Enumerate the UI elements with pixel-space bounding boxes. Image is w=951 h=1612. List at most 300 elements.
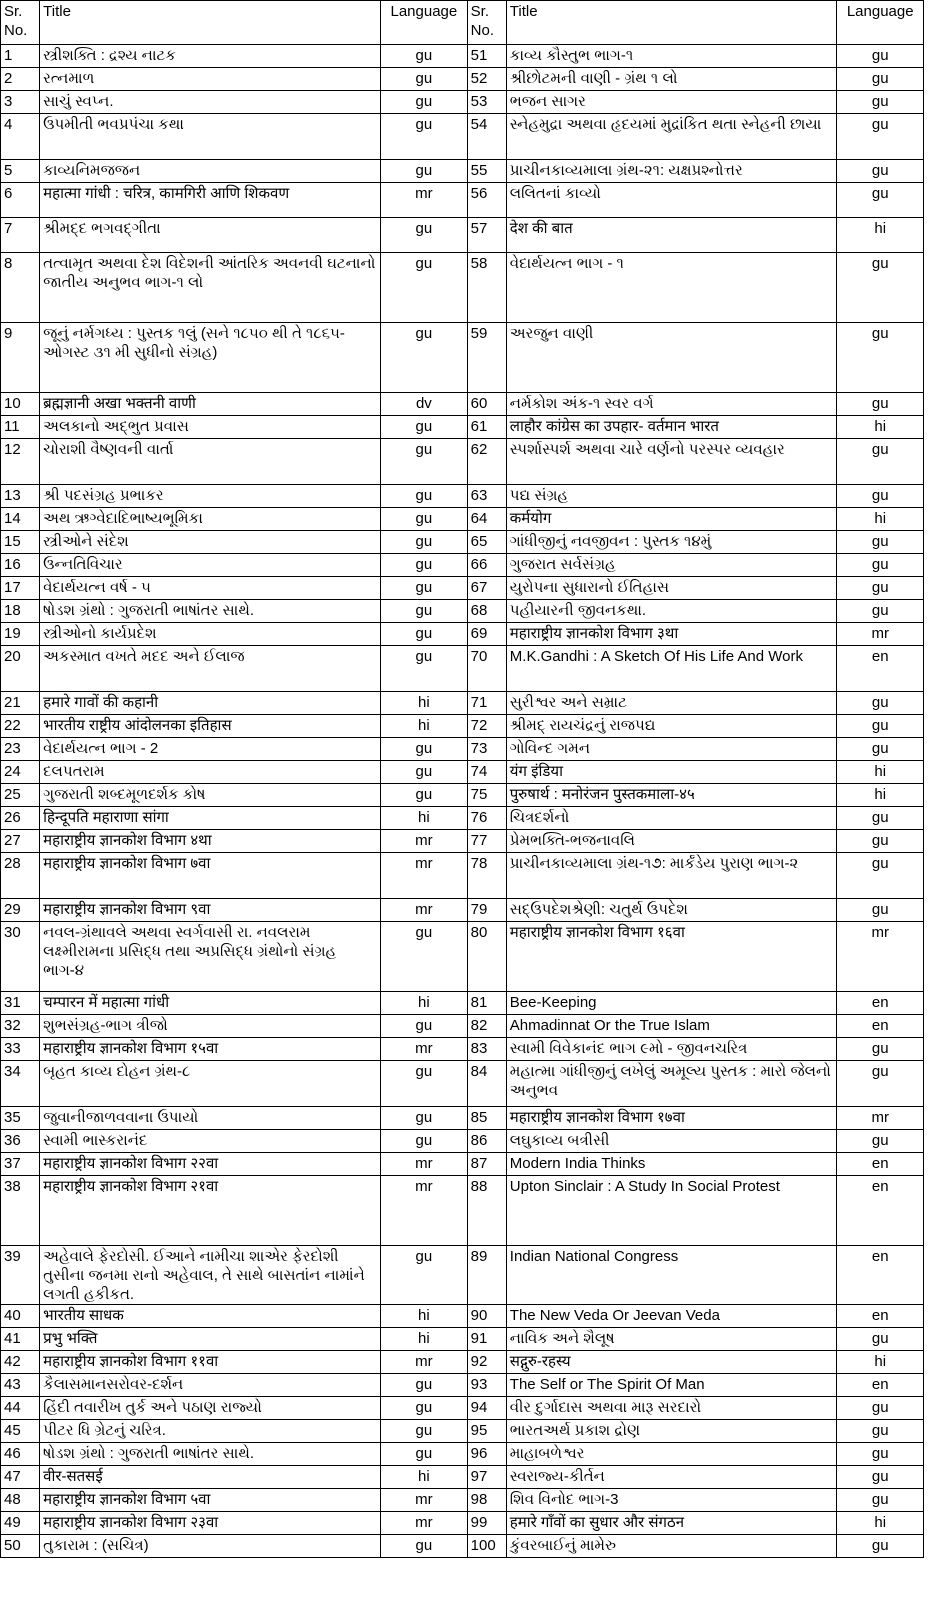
language-cell: gu bbox=[381, 623, 468, 646]
language-cell: gu bbox=[381, 45, 468, 68]
title-cell: ષોડશ ગ્રંથો : ગુજરાતી ભાષાંતર સાથે. bbox=[40, 1443, 381, 1466]
sr-no-cell: 86 bbox=[467, 1130, 506, 1153]
table-row bbox=[1, 992, 924, 1015]
sr-no-cell: 20 bbox=[1, 646, 40, 692]
sr-no-cell: 6 bbox=[1, 183, 40, 218]
sr-no-cell: 49 bbox=[1, 1512, 40, 1535]
language-cell: gu bbox=[381, 416, 468, 439]
title-cell: महाराष्ट्रीय ज्ञानकोश विभाग २२वा bbox=[40, 1153, 381, 1176]
language-cell: gu bbox=[381, 1061, 468, 1107]
language-cell: gu bbox=[381, 218, 468, 253]
table-row bbox=[1, 1512, 924, 1535]
title-cell: વીર દુર્ગાદાસ અથવા મારૂ સરદારો bbox=[506, 1397, 837, 1420]
table-row bbox=[1, 1246, 924, 1305]
language-cell: gu bbox=[381, 1535, 468, 1558]
table-row bbox=[1, 114, 924, 160]
sr-no-cell: 51 bbox=[467, 45, 506, 68]
title-cell: મહાત્મા ગાંધીજીનું લખેલું અમૂલ્ય પુસ્તક : મારો જેલનો અનુભવ bbox=[506, 1061, 837, 1107]
sr-no-cell: 18 bbox=[1, 600, 40, 623]
language-cell: gu bbox=[381, 1374, 468, 1397]
language-cell: gu bbox=[837, 160, 924, 183]
language-cell: gu bbox=[837, 577, 924, 600]
sr-no-cell: 79 bbox=[467, 899, 506, 922]
language-cell: gu bbox=[381, 485, 468, 508]
title-cell: ષોડશ ગ્રંથો : ગુજરાતી ભાષાંતર સાથે. bbox=[40, 600, 381, 623]
language-cell: gu bbox=[837, 1466, 924, 1489]
language-cell: gu bbox=[381, 1443, 468, 1466]
title-cell: પ્રેમભક્તિ-ભજનાવલિ bbox=[506, 830, 837, 853]
title-cell: નાવિક અને શૈલૂષ bbox=[506, 1328, 837, 1351]
language-cell: hi bbox=[381, 715, 468, 738]
language-cell: gu bbox=[837, 114, 924, 160]
title-cell: पुरुषार्थ : मनोरंजन पुस्तकमाला-४५ bbox=[506, 784, 837, 807]
language-cell: hi bbox=[837, 508, 924, 531]
title-cell: The Self or The Spirit Of Man bbox=[506, 1374, 837, 1397]
title-cell: નર્મકોશ અંક-૧ સ્વર વર્ગ bbox=[506, 393, 837, 416]
title-cell: महाराष्ट्रीय ज्ञानकोश विभाग १५वा bbox=[40, 1038, 381, 1061]
title-cell: શ્રીમદ્દ ભગવદ્ગીતા bbox=[40, 218, 381, 253]
language-cell: gu bbox=[381, 531, 468, 554]
sr-no-cell: 25 bbox=[1, 784, 40, 807]
title-cell: પ્રાચીનકાવ્યમાલા ગ્રંથ-૧૭: માર્કંડેય પુરાણ ભાગ-૨ bbox=[506, 853, 837, 899]
language-cell: en bbox=[837, 646, 924, 692]
title-cell: તત્વામૃત અથવા દેશ વિદેશની આંતરિક અવનવી ઘટનાનો જાતીય અનુભવ ભાગ-૧ લો bbox=[40, 253, 381, 323]
sr-no-cell: 53 bbox=[467, 91, 506, 114]
sr-no-cell: 91 bbox=[467, 1328, 506, 1351]
language-cell: hi bbox=[837, 218, 924, 253]
title-cell: અરજુન વાણી bbox=[506, 323, 837, 393]
sr-no-cell: 42 bbox=[1, 1351, 40, 1374]
title-cell: ભજન સાગર bbox=[506, 91, 837, 114]
language-cell: gu bbox=[381, 738, 468, 761]
title-cell: महाराष्ट्रीय ज्ञानकोश विभाग ७वा bbox=[40, 853, 381, 899]
header-sr-no: Sr. No. bbox=[1, 1, 40, 45]
title-cell: देश की बात bbox=[506, 218, 837, 253]
table-row bbox=[1, 1153, 924, 1176]
sr-no-cell: 33 bbox=[1, 1038, 40, 1061]
sr-no-cell: 59 bbox=[467, 323, 506, 393]
title-cell: પહીયારની જીવનકથા. bbox=[506, 600, 837, 623]
sr-no-cell: 39 bbox=[1, 1246, 40, 1305]
header-title: Title bbox=[40, 1, 381, 45]
sr-no-cell: 19 bbox=[1, 623, 40, 646]
sr-no-cell: 45 bbox=[1, 1420, 40, 1443]
sr-no-cell: 12 bbox=[1, 439, 40, 485]
language-cell: en bbox=[837, 1305, 924, 1328]
language-cell: gu bbox=[381, 91, 468, 114]
title-cell: લલિતનાં કાવ્યો bbox=[506, 183, 837, 218]
title-cell: ગાંધીજીનું નવજીવન : પુસ્તક ૧૪મું bbox=[506, 531, 837, 554]
sr-no-cell: 8 bbox=[1, 253, 40, 323]
sr-no-cell: 94 bbox=[467, 1397, 506, 1420]
table-row bbox=[1, 323, 924, 393]
language-cell: gu bbox=[381, 1246, 468, 1305]
sr-no-cell: 70 bbox=[467, 646, 506, 692]
sr-no-cell: 36 bbox=[1, 1130, 40, 1153]
sr-no-cell: 58 bbox=[467, 253, 506, 323]
title-cell: સાચું સ્વપ્ન. bbox=[40, 91, 381, 114]
title-cell: ગુજરાત સર્વસંગ્રહ bbox=[506, 554, 837, 577]
title-cell: કાવ્ય કૌસ્તુભ ભાગ-૧ bbox=[506, 45, 837, 68]
title-cell: શુભસંગ્રહ-ભાગ ત્રીજો bbox=[40, 1015, 381, 1038]
table-row bbox=[1, 784, 924, 807]
title-cell: महाराष्ट्रीय ज्ञानकोश विभाग ९वा bbox=[40, 899, 381, 922]
language-cell: gu bbox=[381, 761, 468, 784]
sr-no-cell: 3 bbox=[1, 91, 40, 114]
sr-no-cell: 41 bbox=[1, 1328, 40, 1351]
title-cell: लाहौर कांग्रेस का उपहार- वर्तमान भारत bbox=[506, 416, 837, 439]
sr-no-cell: 54 bbox=[467, 114, 506, 160]
sr-no-cell: 37 bbox=[1, 1153, 40, 1176]
sr-no-cell: 48 bbox=[1, 1489, 40, 1512]
table-row bbox=[1, 761, 924, 784]
language-cell: mr bbox=[381, 1153, 468, 1176]
language-cell: gu bbox=[381, 600, 468, 623]
title-cell: શ્રીમદ્ રાયચંદ્રનું રાજપદ્ય bbox=[506, 715, 837, 738]
sr-no-cell: 9 bbox=[1, 323, 40, 393]
title-cell: ઉન્નતિવિચાર bbox=[40, 554, 381, 577]
language-cell: gu bbox=[381, 253, 468, 323]
language-cell: hi bbox=[837, 1351, 924, 1374]
sr-no-cell: 1 bbox=[1, 45, 40, 68]
title-cell: જૂનું નર્મગધ્ય : પુસ્તક ૧લું (સને ૧૮૫૦ થી તે ૧૮૬૫-ઓગસ્ટ ૩૧ મી સુધીનો સંગ્રહ) bbox=[40, 323, 381, 393]
sr-no-cell: 26 bbox=[1, 807, 40, 830]
title-cell: અથ ઋગ્વેદાદિભાષ્યભૂમિકા bbox=[40, 508, 381, 531]
language-cell: hi bbox=[837, 784, 924, 807]
language-cell: hi bbox=[381, 1328, 468, 1351]
title-cell: અકસ્માત વખતે મદદ અને ઈલાજ bbox=[40, 646, 381, 692]
language-cell: gu bbox=[837, 393, 924, 416]
title-cell: રત્નમાળ bbox=[40, 68, 381, 91]
sr-no-cell: 16 bbox=[1, 554, 40, 577]
language-cell: gu bbox=[837, 738, 924, 761]
sr-no-cell: 93 bbox=[467, 1374, 506, 1397]
table-row bbox=[1, 1374, 924, 1397]
sr-no-cell: 30 bbox=[1, 922, 40, 992]
title-cell: કાવ્યનિમજજન bbox=[40, 160, 381, 183]
language-cell: en bbox=[837, 1015, 924, 1038]
language-cell: hi bbox=[837, 416, 924, 439]
language-cell: en bbox=[837, 1153, 924, 1176]
language-cell: gu bbox=[837, 1443, 924, 1466]
title-cell: हमारे गाँवों का सुधार और संगठन bbox=[506, 1512, 837, 1535]
table-row bbox=[1, 1015, 924, 1038]
table-row bbox=[1, 45, 924, 68]
sr-no-cell: 34 bbox=[1, 1061, 40, 1107]
title-cell: વેદાર્થયત્ન ભાગ - ૧ bbox=[506, 253, 837, 323]
sr-no-cell: 38 bbox=[1, 1176, 40, 1246]
title-cell: ચિત્રદર્શનો bbox=[506, 807, 837, 830]
language-cell: gu bbox=[837, 485, 924, 508]
language-cell: mr bbox=[381, 830, 468, 853]
title-cell: महाराष्ट्रीय ज्ञानकोश विभाग २३वा bbox=[40, 1512, 381, 1535]
language-cell: mr bbox=[837, 922, 924, 992]
language-cell: gu bbox=[837, 1038, 924, 1061]
title-cell: સ્ત્રીઓનો કાર્યપ્રદેશ bbox=[40, 623, 381, 646]
sr-no-cell: 50 bbox=[1, 1535, 40, 1558]
sr-no-cell: 7 bbox=[1, 218, 40, 253]
table-row bbox=[1, 922, 924, 992]
title-cell: લઘુકાવ્ય બત્રીસી bbox=[506, 1130, 837, 1153]
title-cell: હિંદી તવારીખ તુર્ક અને પઠાણ રાજ્યો bbox=[40, 1397, 381, 1420]
sr-no-cell: 63 bbox=[467, 485, 506, 508]
title-cell: ઉપમીતી ભવપ્રપંચા કથા bbox=[40, 114, 381, 160]
title-cell: સ્ત્રીઓને સંદેશ bbox=[40, 531, 381, 554]
table-row bbox=[1, 485, 924, 508]
table-row bbox=[1, 393, 924, 416]
language-cell: gu bbox=[381, 323, 468, 393]
title-cell: Upton Sinclair : A Study In Social Protest bbox=[506, 1176, 837, 1246]
sr-no-cell: 55 bbox=[467, 160, 506, 183]
table-row bbox=[1, 1328, 924, 1351]
language-cell: gu bbox=[381, 508, 468, 531]
title-cell: भारतीय साधक bbox=[40, 1305, 381, 1328]
table-row bbox=[1, 1305, 924, 1328]
table-row bbox=[1, 1107, 924, 1130]
sr-no-cell: 71 bbox=[467, 692, 506, 715]
table-row bbox=[1, 1443, 924, 1466]
table-row bbox=[1, 183, 924, 218]
language-cell: hi bbox=[837, 1512, 924, 1535]
title-cell: કુંવરબાઈનું મામેરુ bbox=[506, 1535, 837, 1558]
table-row bbox=[1, 853, 924, 899]
header-row bbox=[1, 1, 924, 45]
language-cell: gu bbox=[381, 646, 468, 692]
title-cell: महाराष्ट्रीय ज्ञानकोश विभाग १६वा bbox=[506, 922, 837, 992]
table-row bbox=[1, 807, 924, 830]
sr-no-cell: 85 bbox=[467, 1107, 506, 1130]
sr-no-cell: 24 bbox=[1, 761, 40, 784]
sr-no-cell: 77 bbox=[467, 830, 506, 853]
title-cell: સ્પર્શાસ્પર્શ અથવા ચારે વર્ણનો પરસ્પર વ્યવહાર bbox=[506, 439, 837, 485]
sr-no-cell: 57 bbox=[467, 218, 506, 253]
language-cell: gu bbox=[837, 1489, 924, 1512]
language-cell: gu bbox=[837, 1397, 924, 1420]
language-cell: gu bbox=[381, 554, 468, 577]
language-cell: gu bbox=[837, 439, 924, 485]
language-cell: gu bbox=[381, 922, 468, 992]
language-cell: gu bbox=[837, 183, 924, 218]
sr-no-cell: 29 bbox=[1, 899, 40, 922]
sr-no-cell: 5 bbox=[1, 160, 40, 183]
sr-no-cell: 80 bbox=[467, 922, 506, 992]
title-cell: સ્નેહમુદ્રા અથવા હૃદયમાં મુદ્રાંકિત થતા સ્નેહની છાયા bbox=[506, 114, 837, 160]
title-cell: સ્વામી ભાસ્કરાનંદ bbox=[40, 1130, 381, 1153]
sr-no-cell: 23 bbox=[1, 738, 40, 761]
title-cell: हमारे गावों की कहानी bbox=[40, 692, 381, 715]
language-cell: gu bbox=[381, 160, 468, 183]
language-cell: hi bbox=[837, 761, 924, 784]
title-cell: ब्रह्मज्ञानी अखा भक्तनी वाणी bbox=[40, 393, 381, 416]
language-cell: hi bbox=[381, 692, 468, 715]
title-cell: પદ્ય સંગ્રહ bbox=[506, 485, 837, 508]
language-cell: en bbox=[837, 992, 924, 1015]
title-cell: સ્વરાજ્ય-કીર્તન bbox=[506, 1466, 837, 1489]
language-cell: mr bbox=[381, 1512, 468, 1535]
title-cell: महाराष्ट्रीय ज्ञानकोश विभाग ५वा bbox=[40, 1489, 381, 1512]
language-cell: mr bbox=[381, 899, 468, 922]
sr-no-cell: 88 bbox=[467, 1176, 506, 1246]
language-cell: gu bbox=[837, 1420, 924, 1443]
language-cell: gu bbox=[837, 715, 924, 738]
sr-no-cell: 27 bbox=[1, 830, 40, 853]
sr-no-cell: 73 bbox=[467, 738, 506, 761]
title-cell: અલકાનો અદ્ભુત પ્રવાસ bbox=[40, 416, 381, 439]
table-row bbox=[1, 218, 924, 253]
table-row bbox=[1, 1420, 924, 1443]
title-cell: બૃહત કાવ્ય દોહન ગ્રંથ-૮ bbox=[40, 1061, 381, 1107]
language-cell: gu bbox=[381, 1420, 468, 1443]
sr-no-cell: 98 bbox=[467, 1489, 506, 1512]
title-cell: चम्पारन में महात्मा गांधी bbox=[40, 992, 381, 1015]
sr-no-cell: 97 bbox=[467, 1466, 506, 1489]
language-cell: en bbox=[837, 1374, 924, 1397]
table-row bbox=[1, 1535, 924, 1558]
table-row bbox=[1, 1061, 924, 1107]
sr-no-cell: 83 bbox=[467, 1038, 506, 1061]
table-row bbox=[1, 577, 924, 600]
table-row bbox=[1, 1489, 924, 1512]
title-cell: यंग इंडिया bbox=[506, 761, 837, 784]
language-cell: gu bbox=[381, 114, 468, 160]
table-row bbox=[1, 600, 924, 623]
language-cell: gu bbox=[837, 68, 924, 91]
title-cell: ચોરાશી વૈષ્ણવની વાર્તા bbox=[40, 439, 381, 485]
title-cell: महाराष्ट्रीय ज्ञानकोश विभाग ३था bbox=[506, 623, 837, 646]
header-language: Language bbox=[381, 1, 468, 45]
language-cell: gu bbox=[837, 600, 924, 623]
sr-no-cell: 76 bbox=[467, 807, 506, 830]
table-row bbox=[1, 508, 924, 531]
sr-no-cell: 28 bbox=[1, 853, 40, 899]
language-cell: mr bbox=[381, 183, 468, 218]
title-cell: પીટર ધિ ગ્રેટનું ચરિત્ર. bbox=[40, 1420, 381, 1443]
table-row bbox=[1, 623, 924, 646]
table-row bbox=[1, 554, 924, 577]
title-cell: માહાબળેશ્વર bbox=[506, 1443, 837, 1466]
sr-no-cell: 56 bbox=[467, 183, 506, 218]
sr-no-cell: 47 bbox=[1, 1466, 40, 1489]
language-cell: gu bbox=[381, 1397, 468, 1420]
sr-no-cell: 66 bbox=[467, 554, 506, 577]
table-row bbox=[1, 1038, 924, 1061]
sr-no-cell: 62 bbox=[467, 439, 506, 485]
sr-no-cell: 35 bbox=[1, 1107, 40, 1130]
title-cell: महाराष्ट्रीय ज्ञानकोश विभाग १७वा bbox=[506, 1107, 837, 1130]
sr-no-cell: 4 bbox=[1, 114, 40, 160]
title-cell: Indian National Congress bbox=[506, 1246, 837, 1305]
sr-no-cell: 65 bbox=[467, 531, 506, 554]
language-cell: gu bbox=[381, 1107, 468, 1130]
title-cell: वीर-सतसई bbox=[40, 1466, 381, 1489]
sr-no-cell: 11 bbox=[1, 416, 40, 439]
language-cell: gu bbox=[837, 45, 924, 68]
title-cell: Modern India Thinks bbox=[506, 1153, 837, 1176]
sr-no-cell: 78 bbox=[467, 853, 506, 899]
title-cell: The New Veda Or Jeevan Veda bbox=[506, 1305, 837, 1328]
language-cell: mr bbox=[381, 1351, 468, 1374]
table-row bbox=[1, 416, 924, 439]
language-cell: gu bbox=[837, 91, 924, 114]
language-cell: gu bbox=[837, 253, 924, 323]
sr-no-cell: 44 bbox=[1, 1397, 40, 1420]
sr-no-cell: 69 bbox=[467, 623, 506, 646]
title-cell: ગોવિન્દ ગમન bbox=[506, 738, 837, 761]
sr-no-cell: 72 bbox=[467, 715, 506, 738]
title-cell: દલપતરામ bbox=[40, 761, 381, 784]
table-row bbox=[1, 692, 924, 715]
title-cell: કૈલાસમાનસરોવર-દર્શન bbox=[40, 1374, 381, 1397]
table-row bbox=[1, 91, 924, 114]
language-cell: hi bbox=[381, 992, 468, 1015]
title-cell: महात्मा गांधी : चरित्र, कामगिरी आणि शिकवण bbox=[40, 183, 381, 218]
title-cell: हिन्दूपति महाराणा सांगा bbox=[40, 807, 381, 830]
sr-no-cell: 14 bbox=[1, 508, 40, 531]
title-cell: તુકારામ : (સચિત્ર) bbox=[40, 1535, 381, 1558]
header-title: Title bbox=[506, 1, 837, 45]
table-row bbox=[1, 899, 924, 922]
title-cell: Bee-Keeping bbox=[506, 992, 837, 1015]
table-row bbox=[1, 646, 924, 692]
language-cell: mr bbox=[381, 1176, 468, 1246]
language-cell: gu bbox=[837, 853, 924, 899]
title-cell: प्रभु भक्ति bbox=[40, 1328, 381, 1351]
language-cell: gu bbox=[837, 692, 924, 715]
language-cell: gu bbox=[837, 323, 924, 393]
sr-no-cell: 52 bbox=[467, 68, 506, 91]
table-row bbox=[1, 1351, 924, 1374]
title-cell: सद्गुरु-रहस्य bbox=[506, 1351, 837, 1374]
sr-no-cell: 21 bbox=[1, 692, 40, 715]
header-language: Language bbox=[837, 1, 924, 45]
sr-no-cell: 17 bbox=[1, 577, 40, 600]
language-cell: gu bbox=[381, 1130, 468, 1153]
sr-no-cell: 43 bbox=[1, 1374, 40, 1397]
language-cell: gu bbox=[837, 899, 924, 922]
language-cell: gu bbox=[837, 1535, 924, 1558]
language-cell: mr bbox=[381, 853, 468, 899]
title-cell: નવલ-ગ્રંથાવલે અથવા સ્વર્ગવાસી રા. નવલરામ લક્ષ્મીરામના પ્રસિદ્ધ તથા અપ્રસિદ્ધ ગ્રંથોનો સંગ્રહ ભાગ-૪ bbox=[40, 922, 381, 992]
language-cell: hi bbox=[381, 1466, 468, 1489]
sr-no-cell: 99 bbox=[467, 1512, 506, 1535]
title-cell: Ahmadinnat Or the True Islam bbox=[506, 1015, 837, 1038]
table-row bbox=[1, 1176, 924, 1246]
title-cell: વેદાર્થયત્ન વર્ષ - ૫ bbox=[40, 577, 381, 600]
table-row bbox=[1, 253, 924, 323]
language-cell: gu bbox=[381, 577, 468, 600]
title-cell: યુરોપના સુધારાનો ઈતિહાસ bbox=[506, 577, 837, 600]
title-cell: પ્રાચીનકાવ્યમાલા ગ્રંથ-૨૧: યક્ષપ્રશ્નોત્તર bbox=[506, 160, 837, 183]
table-row bbox=[1, 531, 924, 554]
table-row bbox=[1, 68, 924, 91]
language-cell: dv bbox=[381, 393, 468, 416]
language-cell: en bbox=[837, 1246, 924, 1305]
sr-no-cell: 22 bbox=[1, 715, 40, 738]
sr-no-cell: 61 bbox=[467, 416, 506, 439]
title-cell: શ્રી પદસંગ્રહ પ્રભાકર bbox=[40, 485, 381, 508]
title-cell: महाराष्ट्रीय ज्ञानकोश विभाग ११वा bbox=[40, 1351, 381, 1374]
title-cell: ભારતઅર્થ પ્રકાશ દ્રોણ bbox=[506, 1420, 837, 1443]
sr-no-cell: 13 bbox=[1, 485, 40, 508]
table-row bbox=[1, 738, 924, 761]
table-row bbox=[1, 830, 924, 853]
title-cell: સુરીશ્વર અને સમ્રાટ bbox=[506, 692, 837, 715]
sr-no-cell: 84 bbox=[467, 1061, 506, 1107]
language-cell: mr bbox=[381, 1038, 468, 1061]
title-cell: कर्मयोग bbox=[506, 508, 837, 531]
sr-no-cell: 10 bbox=[1, 393, 40, 416]
sr-no-cell: 31 bbox=[1, 992, 40, 1015]
